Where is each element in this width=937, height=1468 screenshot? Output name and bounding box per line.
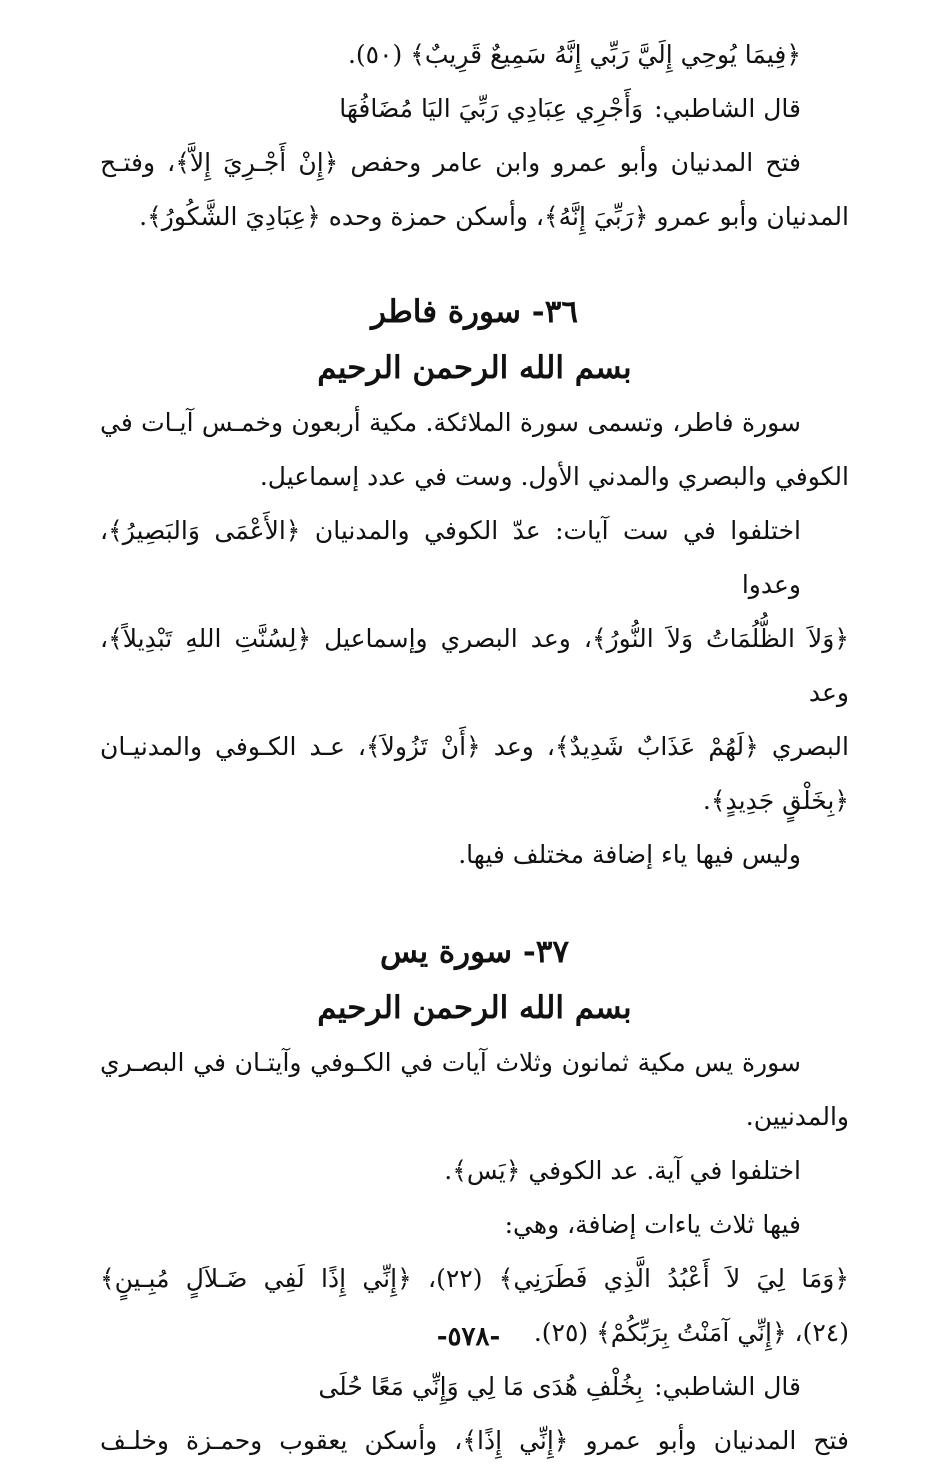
paragraph-line: فتح المدنيان وأبو عمرو وابن عامر وحفص ﴿إِنْ أَجْـرِيَ إِلاَّ﴾، وفتـح (100, 148, 801, 177)
paragraph-line: اختلفوا في ست آيات: عدّ الكوفي والمدنيان ﴿الأَعْمَى وَالبَصِيرُ﴾، وعدوا (100, 516, 801, 599)
quran-verse-line: ﴿فِيمَا يُوحِي إِلَيَّ رَبِّي إِنَّهُ سَمِيعٌ قَرِيبٌ﴾ (٥٠). (347, 40, 801, 69)
paragraph-line: سورة يس مكية ثمانون وثلاث آيات في الكـوفي وآيتـان في البصـري (100, 1048, 801, 1077)
basmala-36: بسم الله الرحمن الرحيم (317, 350, 632, 386)
paragraph-line: فيها ثلاث ياءات إضافة، وهي: (504, 1210, 801, 1239)
verse-label: قال الشاطبي: (654, 1372, 801, 1401)
paragraph-line: فتح المدنيان وأبو عمرو ﴿إِنِّي إِذًا﴾، وأسكن يعقوب وحمـزة وخلـف (100, 1426, 849, 1455)
paragraph-line: ﴿بِخَلْقٍ جَدِيدٍ﴾. (702, 786, 849, 815)
basmala-37: بسم الله الرحمن الرحيم (317, 990, 632, 1026)
paragraph-line: (٢٤)، ﴿إِنِّي آمَنْتُ بِرَبِّكُمْ﴾ (٢٥). (533, 1318, 849, 1347)
verse-label: قال الشاطبي: (654, 94, 801, 123)
shatibi-verse-2 (100, 1360, 849, 1414)
paragraph-line: وليس فيها ياء إضافة مختلف فيها. (458, 840, 801, 869)
spacer (100, 882, 849, 924)
section-title-37: ٣٧- سورة يس (379, 934, 570, 970)
verse-text: بِخُلْفِ هُدَى مَا لِي وَإِنِّي مَعًا حُلَى (318, 1372, 644, 1401)
paragraph-line: الكوفي والبصري والمدني الأول. وست في عدد إسماعيل. (259, 462, 849, 491)
paragraph-line: اختلفوا في آية. عد الكوفي ﴿يَس﴾. (444, 1156, 801, 1185)
paragraph-line: ﴿وَمَا لِيَ لاَ أَعْبُدُ الَّذِي فَطَرَنِي﴾ (٢٢)، ﴿إِنِّي إِذًا لَفِي ضَـلاَلٍ مُبِـينٍ﴾ (100, 1264, 850, 1293)
paragraph-line: البصري ﴿لَهُمْ عَذَابٌ شَدِيدٌ﴾، وعد ﴿أَنْ تَزُولاَ﴾، عـد الكـوفي والمدنيـان (100, 732, 850, 761)
paragraph-line: ﴿وَلاَ الظُّلُمَاتُ وَلاَ النُّورُ﴾، وعد البصري وإسماعيل ﴿لِسُنَّتِ اللهِ تَبْدِيلاً﴾، وعد (100, 624, 849, 707)
page-number: -٥٧٨- (436, 1322, 501, 1352)
paragraph-line: والمدنيين. (745, 1102, 849, 1131)
paragraph-line: المدنيان وأبو عمرو ﴿رَبِّيَ إِنَّهُ﴾، وأسكن حمزة وحده ﴿عِبَادِيَ الشَّكُورُ﴾. (139, 202, 849, 231)
section-title-36: ٣٦- سورة فاطر (370, 294, 578, 330)
spacer (100, 244, 849, 284)
verse-text: وَأَجْرِي عِبَادِي رَبِّيَ اليَا مُضَافُهَا (339, 94, 644, 123)
shatibi-verse-1 (100, 82, 849, 136)
paragraph-line: سورة فاطر، وتسمى سورة الملائكة. مكية أربعون وخمـس آيـات في (100, 408, 801, 437)
